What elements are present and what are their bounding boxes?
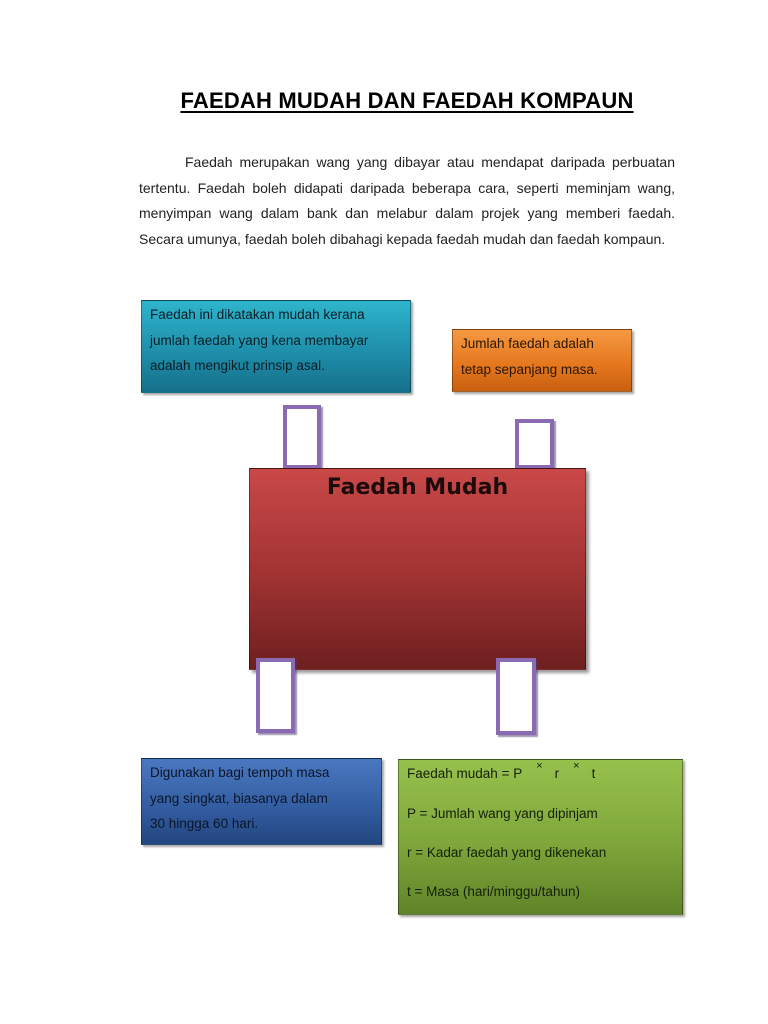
usage-line: Digunakan bagi tempoh masa [150, 765, 330, 780]
multiply-sign: × [536, 760, 543, 772]
formula-definition: r = Kadar faedah yang dikenekan [407, 845, 607, 860]
formula-line [407, 760, 674, 785]
usage-period-box [141, 758, 382, 845]
usage-line: 30 hingga 60 hari. [150, 816, 259, 831]
connector-shape-bottom-left [256, 658, 295, 733]
multiply-sign: × [573, 760, 580, 772]
connector-shape-top-right [515, 419, 554, 469]
center-box-title: Faedah Mudah [326, 475, 509, 500]
definition-line: jumlah faedah yang kena membayar [150, 332, 369, 348]
formula-r: r [554, 766, 560, 781]
definition-box [141, 300, 411, 393]
formula-t: t [591, 766, 596, 781]
definition-line: adalah mengikut prinsip asal. [150, 358, 325, 373]
intro-paragraph: Faedah merupakan wang yang dibayar atau mendapat daripada perbuatan tertentu. Faedah boleh didapati daripada beberapa cara, seperti meminjam wang, menyimpan wang dalam bank dan melabur dalam projek yang memberi faedah. Secara umunya, faedah boleh dibahagi kepada faedah mudah dan faedah kompaun. [139, 154, 675, 247]
connector-shape-bottom-right [496, 658, 536, 735]
formula-lhs: Faedah mudah = P [407, 766, 523, 781]
simple-interest-center-box [249, 468, 586, 670]
definition-line: Faedah ini dikatakan mudah kerana [150, 307, 365, 322]
connector-shape-top-left [283, 405, 321, 469]
constant-interest-box [452, 329, 632, 392]
page-title: FAEDAH MUDAH DAN FAEDAH KOMPAUN [180, 88, 634, 113]
constant-interest-line: tetap sepanjang masa. [461, 361, 598, 377]
formula-definition: t = Masa (hari/minggu/tahun) [407, 884, 580, 899]
formula-definition: P = Jumlah wang yang dipinjam [407, 806, 598, 821]
constant-interest-line: Jumlah faedah adalah [461, 336, 594, 351]
formula-box [398, 759, 683, 915]
usage-line: yang singkat, biasanya dalam [150, 790, 328, 806]
